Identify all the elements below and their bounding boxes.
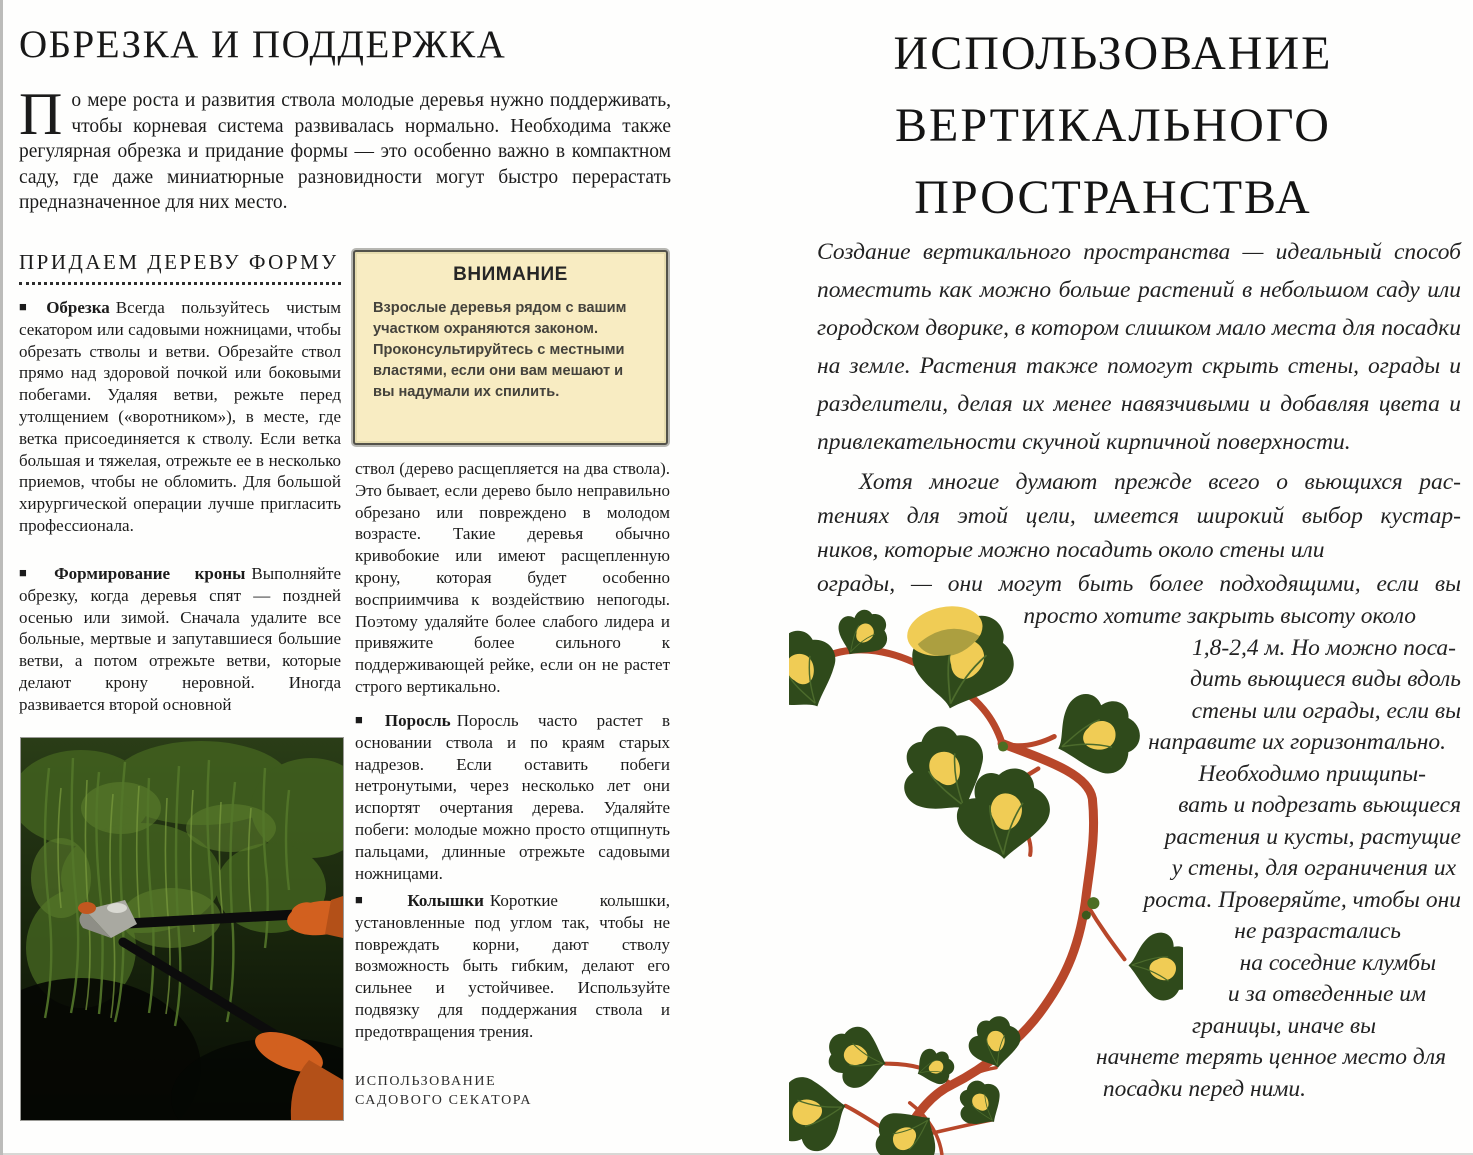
bullet-item-crown-shaping xyxy=(19,562,341,716)
ivy-svg xyxy=(789,596,1183,1155)
lead-paragraph: Создание вертикального пространства — идеальный способ поместить как можно больше растений в небольшом саду или городском дворике, в котором слишком мало места для посадки на земле. Растения также помогут скрыть стены, ограды и разделители, делая их менее навязчивыми и добавляя цвета и привлекательности скучной кирпичной поверхности. xyxy=(817,239,1461,455)
bullet-term: Колышки xyxy=(407,891,484,910)
intro-paragraph xyxy=(19,81,671,216)
photo-caption-line2: САДОВОГО СЕКАТОРА xyxy=(355,1093,533,1108)
bullet-text: Выполняйте обрезку, когда деревья спят — поздней осенью или зимой. Сначала удалите все больные, мертвые и запутавшиеся большие ветви, а потом отрежьте ветви, которые делают крону неровной. Иногда развивается второй основной xyxy=(19,564,341,714)
warning-text: Взрослые деревья рядом с вашим участком охраняются законом. Проконсультируйтесь с местными властями, если они вам мешают и вы надумали их спилить. xyxy=(373,300,627,400)
pruning-photo-illustration xyxy=(21,738,343,1120)
bullet-item-stakes xyxy=(355,889,670,1043)
column-continuation: ствол (дерево расщепляется на два ствола). Это бывает, если дерево было неправильно обрезано или повреждено в молодом возрасте. Такие деревья обычно кривобокие или имеют расщепленную крону, которая будет особенно восприимчива к воздействию непогоды. Поэтому удаляйте более слабого лидера и привяжите более сильного к поддерживающей рейке, если он не растет строго вертикально. xyxy=(355,459,670,696)
bullet-square-icon: ■ xyxy=(355,892,401,907)
bullet-square-icon: ■ xyxy=(355,712,378,727)
ivy-illustration xyxy=(789,596,1183,1155)
bullet-item-pruning xyxy=(19,296,341,537)
warning-box xyxy=(353,250,668,445)
bullet-term: Формирование кроны xyxy=(54,564,246,583)
wrapped-line: 1,8-2,4 м. Но можно поса- xyxy=(1192,634,1456,661)
bullet-text: Поросль часто растет в основании ствола и по краям старых надрезов. Если оставить побеги нетронутыми, через несколько лет они испортят очертания дерева. Удаляйте побеги: молодые можно просто отщипнуть пальцами, длинные отрежьте садовыми ножницами. xyxy=(355,711,670,883)
wrapped-line: растения и кусты, растущие xyxy=(1164,823,1461,850)
wrapped-line: Необходимо прищипы- xyxy=(1198,760,1426,787)
wrapped-line: просто хотите закрыть высоту около xyxy=(1023,603,1416,629)
pruning-photo xyxy=(21,738,343,1120)
photo-caption-line1: ИСПОЛЬЗОВАНИЕ xyxy=(355,1074,497,1089)
section-heading: ПРИДАЕМ ДЕРЕВУ ФОРМУ xyxy=(19,250,341,285)
drop-cap: П xyxy=(19,81,63,147)
bullet-term: Обрезка xyxy=(46,298,110,317)
bullet-term: Поросль xyxy=(384,711,451,730)
second-paragraph xyxy=(817,465,1461,601)
paragraph-line: ограды, — они могут быть более подходящими, если вы xyxy=(817,571,1461,597)
bullet-text: Короткие колышки, установленные под углом так, чтобы не повреждать корни, дают стволу возможность быть гибким, делают его сильнее и устойчивее. Используйте подвязку для поддержания ствола и предотвращения трения. xyxy=(355,891,670,1041)
wrapped-line: направите их горизонтально. xyxy=(1148,729,1446,755)
wrapped-line: посадки перед ними. xyxy=(1102,1075,1306,1102)
wrapped-line: дить вьющиеся виды вдоль xyxy=(1190,666,1461,692)
page-title-right-line3: ПРОСТРАНСТВА xyxy=(914,171,1312,224)
wrapped-line: не разрастались xyxy=(1234,918,1401,944)
paragraph-line: тениях для этой цели, имеется широкий выбор кустар- xyxy=(817,503,1461,529)
photo-caption xyxy=(355,1072,655,1110)
page-title-right xyxy=(763,18,1463,234)
bullet-item-suckers xyxy=(355,709,670,884)
intro-text: о мере роста и развития ствола молодые деревья нужно поддерживать, чтобы корневая система развивалась нормально. Необходима также регулярная обрезка и придание формы — это особенно важно в компактном саду, где даже миниатюрные разновидности могут быстро перерастать предназначенное для них место. xyxy=(19,90,671,213)
wrapped-line: стены или ограды, если вы xyxy=(1191,697,1461,724)
bullet-text: Всегда пользуйтесь чистым секатором или садовыми ножницами, чтобы обрезать стволы и ветви. Обрезайте ствол прямо над здоровой почкой или боковыми побегами. Удаляя ветви, режьте перед утолщением («воротником»), в месте, где ветка присоединяется к стволу. Если ветка большая и тяжелая, отрежьте ее в несколько приемов, чтобы не обломить. Для большой хирургической операции лучше пригласить профессионала. xyxy=(19,298,341,535)
warning-title: ВНИМАНИЕ xyxy=(453,264,568,285)
wrapped-line: границы, иначе вы xyxy=(1192,1012,1376,1039)
wrapped-line: вать и подрезать вьющиеся xyxy=(1178,792,1461,818)
paragraph-line: ников, которые можно посадить около стены или xyxy=(817,537,1325,563)
page-title-right-line2: ВЕРТИКАЛЬНОГО xyxy=(895,99,1331,152)
wrapped-line: на соседние клумбы xyxy=(1239,949,1436,976)
page-title-left: ОБРЕЗКА И ПОДДЕРЖКА xyxy=(19,23,507,66)
paragraph-line: Хотя многие думают прежде всего о вьющихся рас- xyxy=(859,469,1461,495)
bullet-square-icon: ■ xyxy=(19,299,40,314)
bullet-square-icon: ■ xyxy=(19,565,48,580)
wrapped-line: роста. Проверяйте, чтобы они xyxy=(1143,886,1461,913)
page-title-right-line1: ИСПОЛЬЗОВАНИЕ xyxy=(893,27,1333,80)
wrapped-line: и за отведенные им xyxy=(1227,981,1426,1007)
wrapped-line: у стены, для ограничения их xyxy=(1171,855,1456,881)
wrapped-line: начнете терять ценное место для xyxy=(1095,1044,1446,1070)
